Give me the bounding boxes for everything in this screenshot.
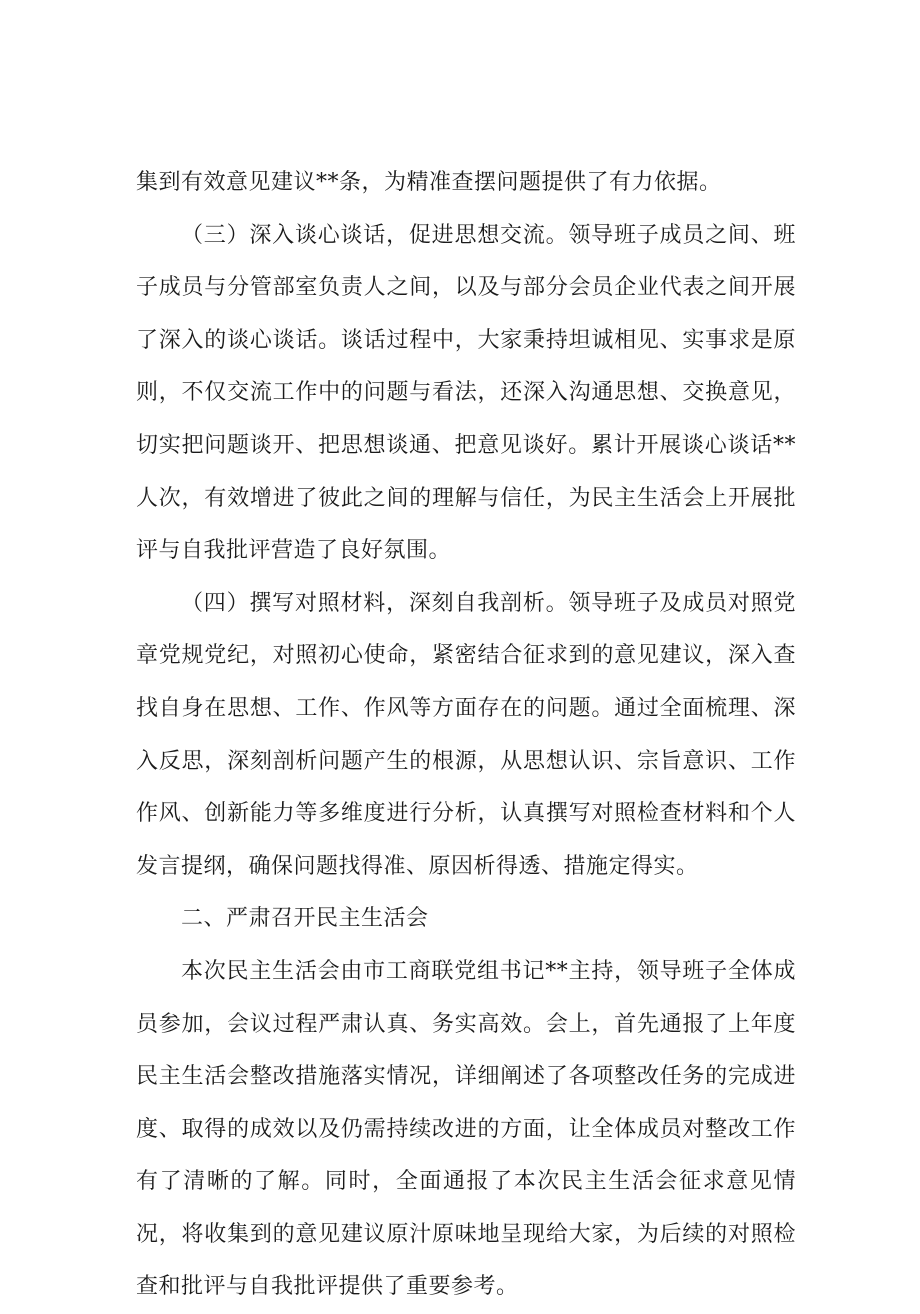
paragraph-comparison-materials: （四）撰写对照材料，深刻自我剖析。领导班子及成员对照党章党规党纪，对照初心使命，紧密结合征求到的意见建议，深入查找自身在思想、工作、作风等方面存在的问题。通过全面梳理、深入反思，深刻剖析问题产生的根源，从思想认识、宗旨意识、工作作风、创新能力等多维度进行分析，认真撰写对照检查材料和个人发言提纲，确保问题找得准、原因析得透、措施定得实。: [136, 590, 796, 879]
section-heading: 二、严肃召开民主生活会: [181, 906, 429, 932]
paragraph-continuation: 集到有效意见建议**条，为精准查摆问题提供了有力依据。: [136, 170, 722, 195]
paragraph-heart-to-heart-talks: （三）深入谈心谈话，促进思想交流。领导班子成员之间、班子成员与分管部室负责人之间，以及与部分会员企业代表之间开展了深入的谈心谈话。谈话过程中，大家秉持坦诚相见、实事求是原则，不仅交流工作中的问题与看法，还深入沟通思想、交换意见，切实把问题谈开、把思想谈通、把意见谈好。累计开展谈心谈话**人次，有效增进了彼此之间的理解与信任，为民主生活会上开展批评与自我批评营造了良好氛围。: [136, 222, 796, 564]
document-body: [136, 157, 796, 1314]
paragraph-meeting-overview: 本次民主生活会由市工商联党组书记**主持，领导班子全体成员参加，会议过程严肃认真、务实高效。会上，首先通报了上年度民主生活会整改措施落实情况，详细阐述了各项整改任务的完成进度、取得的成效以及仍需持续改进的方面，让全体成员对整改工作有了清晰的了解。同时，全面通报了本次民主生活会征求意见情况，将收集到的意见建议原汁原味地呈现给大家，为后续的对照检查和批评与自我批评提供了重要参考。: [136, 958, 796, 1300]
